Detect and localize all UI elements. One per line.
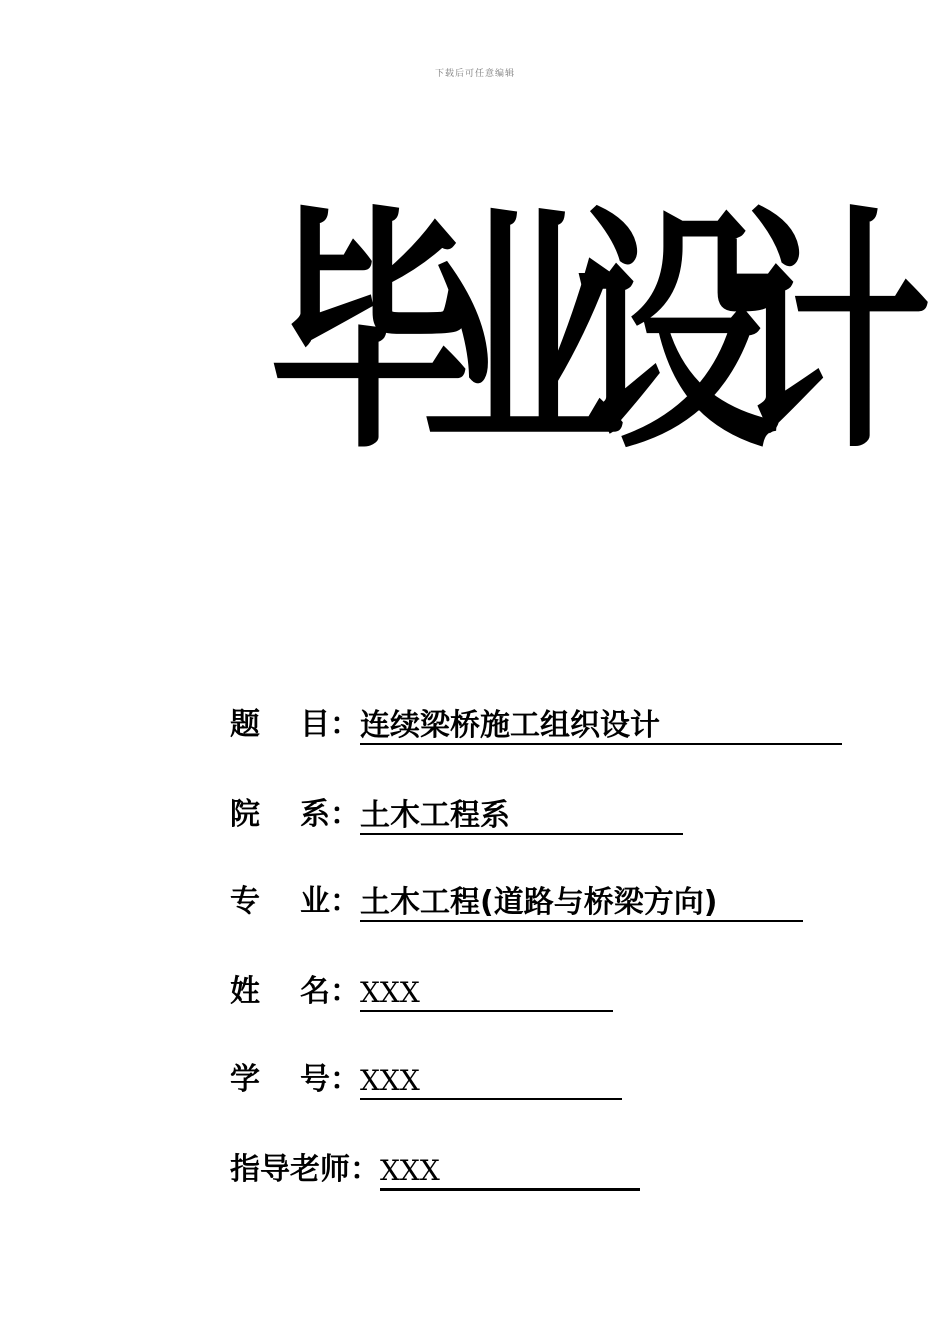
field-label: 学 号：	[230, 1062, 360, 1097]
field-value: 土木工程系	[360, 795, 683, 835]
field-label: 院 系：	[230, 797, 360, 832]
field-topic	[230, 705, 842, 745]
header-note: 下载后可任意编辑	[434, 69, 515, 79]
field-label: 题 目：	[230, 707, 360, 742]
field-value: XXX	[360, 972, 613, 1012]
field-department	[230, 795, 683, 835]
field-value: XXX	[360, 1060, 622, 1100]
field-student-id	[230, 1060, 622, 1100]
field-value: 土木工程(道路与桥梁方向)	[360, 882, 803, 922]
field-label: 姓 名：	[230, 974, 360, 1009]
field-value: 连续梁桥施工组织设计	[360, 705, 842, 745]
field-advisor	[230, 1150, 640, 1190]
field-name	[230, 972, 613, 1012]
field-major	[230, 882, 803, 922]
field-value: XXX	[380, 1150, 640, 1191]
field-label: 专 业：	[230, 884, 360, 919]
cover-title: 毕业设计	[268, 184, 882, 484]
field-label: 指导老师：	[230, 1152, 380, 1187]
